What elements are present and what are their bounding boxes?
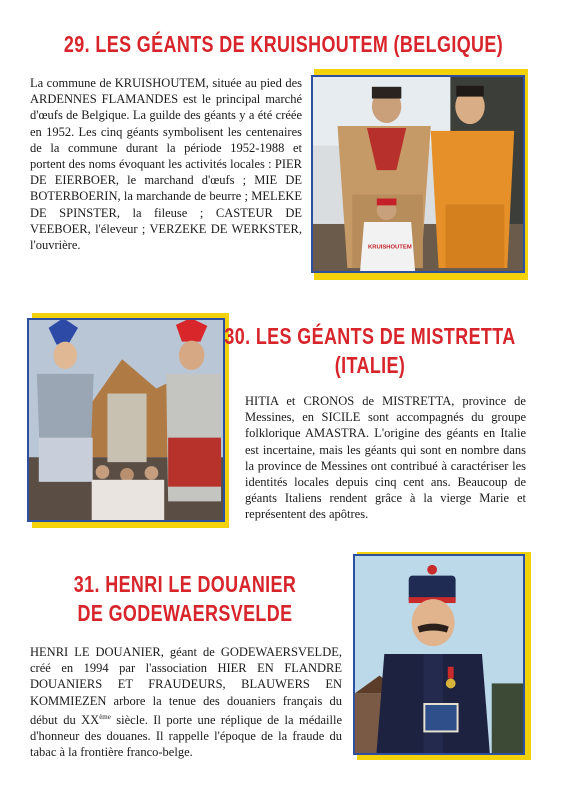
section-31-text: [30, 644, 342, 761]
section-30-title-line2: (ITALIE): [334, 352, 406, 378]
section-31-title-line1: 31. HENRI LE DOUANIER: [73, 571, 297, 597]
section-31-text-sup: ème: [99, 712, 111, 721]
section-30-title: [222, 322, 518, 380]
section-29-text: La commune de KRUISHOUTEM, située au pied des ARDENNES FLAMANDES est le principal marché d'œufs de Belgique. La guilde des géants y a été créée en 1952. Les cinq géants symbolisent les centenaires de la commune durant la période 1952-1988 et portent des noms évoquant les activités locales : PIER DE EIERBOER, le marchand d'œufs ; MIE DE BOTERBOERIN, la marchande de beurre ; MELEKE DE SPINSTER, la fileuse ; CASTEUR DE VEEBOER, l'éleveur ; VERZEKE DE WERKSTER, l'ouvrière.: [30, 76, 302, 253]
section-30-text: HITIA et CRONOS de MISTRETTA, province de Messines, en SICILE sont accompagnés du groupe folklorique AMASTRA. L'origine des géants en Italie est incertaine, mais les géants qui sont en nombre dans la province de Messines ont contribué à caractériser les identités locales depuis cinq cent ans. Beaucoup de géants Italiens rendent grâce à la vierge Marie et représentent des apôtres.: [245, 394, 526, 522]
section-31-text-before: HENRI LE DOUANIER, géant de GODEWAERSVELDE, créé en 1994 par l'association HIER EN FLANDRE DOUANIERS ET FRAUDEURS, BLAUWERS EN KOMMIEZEN arbore la tenue des douaniers français du début du XX: [30, 645, 342, 727]
section-31-text-after: siècle. Il porte une réplique de la médaille d'honneur des douanes. Il rappelle l'époque de la fraude du tabac à la frontière franco-belge.: [30, 712, 343, 760]
section-29-title: 29. LES GÉANTS DE KRUISHOUTEM (BELGIQUE): [63, 31, 504, 57]
section-31-title-line2: DE GODEWAERSVELDE: [77, 600, 293, 626]
section-30-title-line1: 30. LES GÉANTS DE MISTRETTA: [224, 323, 516, 349]
section-31-title: [64, 570, 306, 628]
section-29-photo-caption: KRUISHOUTEM: [367, 244, 412, 251]
